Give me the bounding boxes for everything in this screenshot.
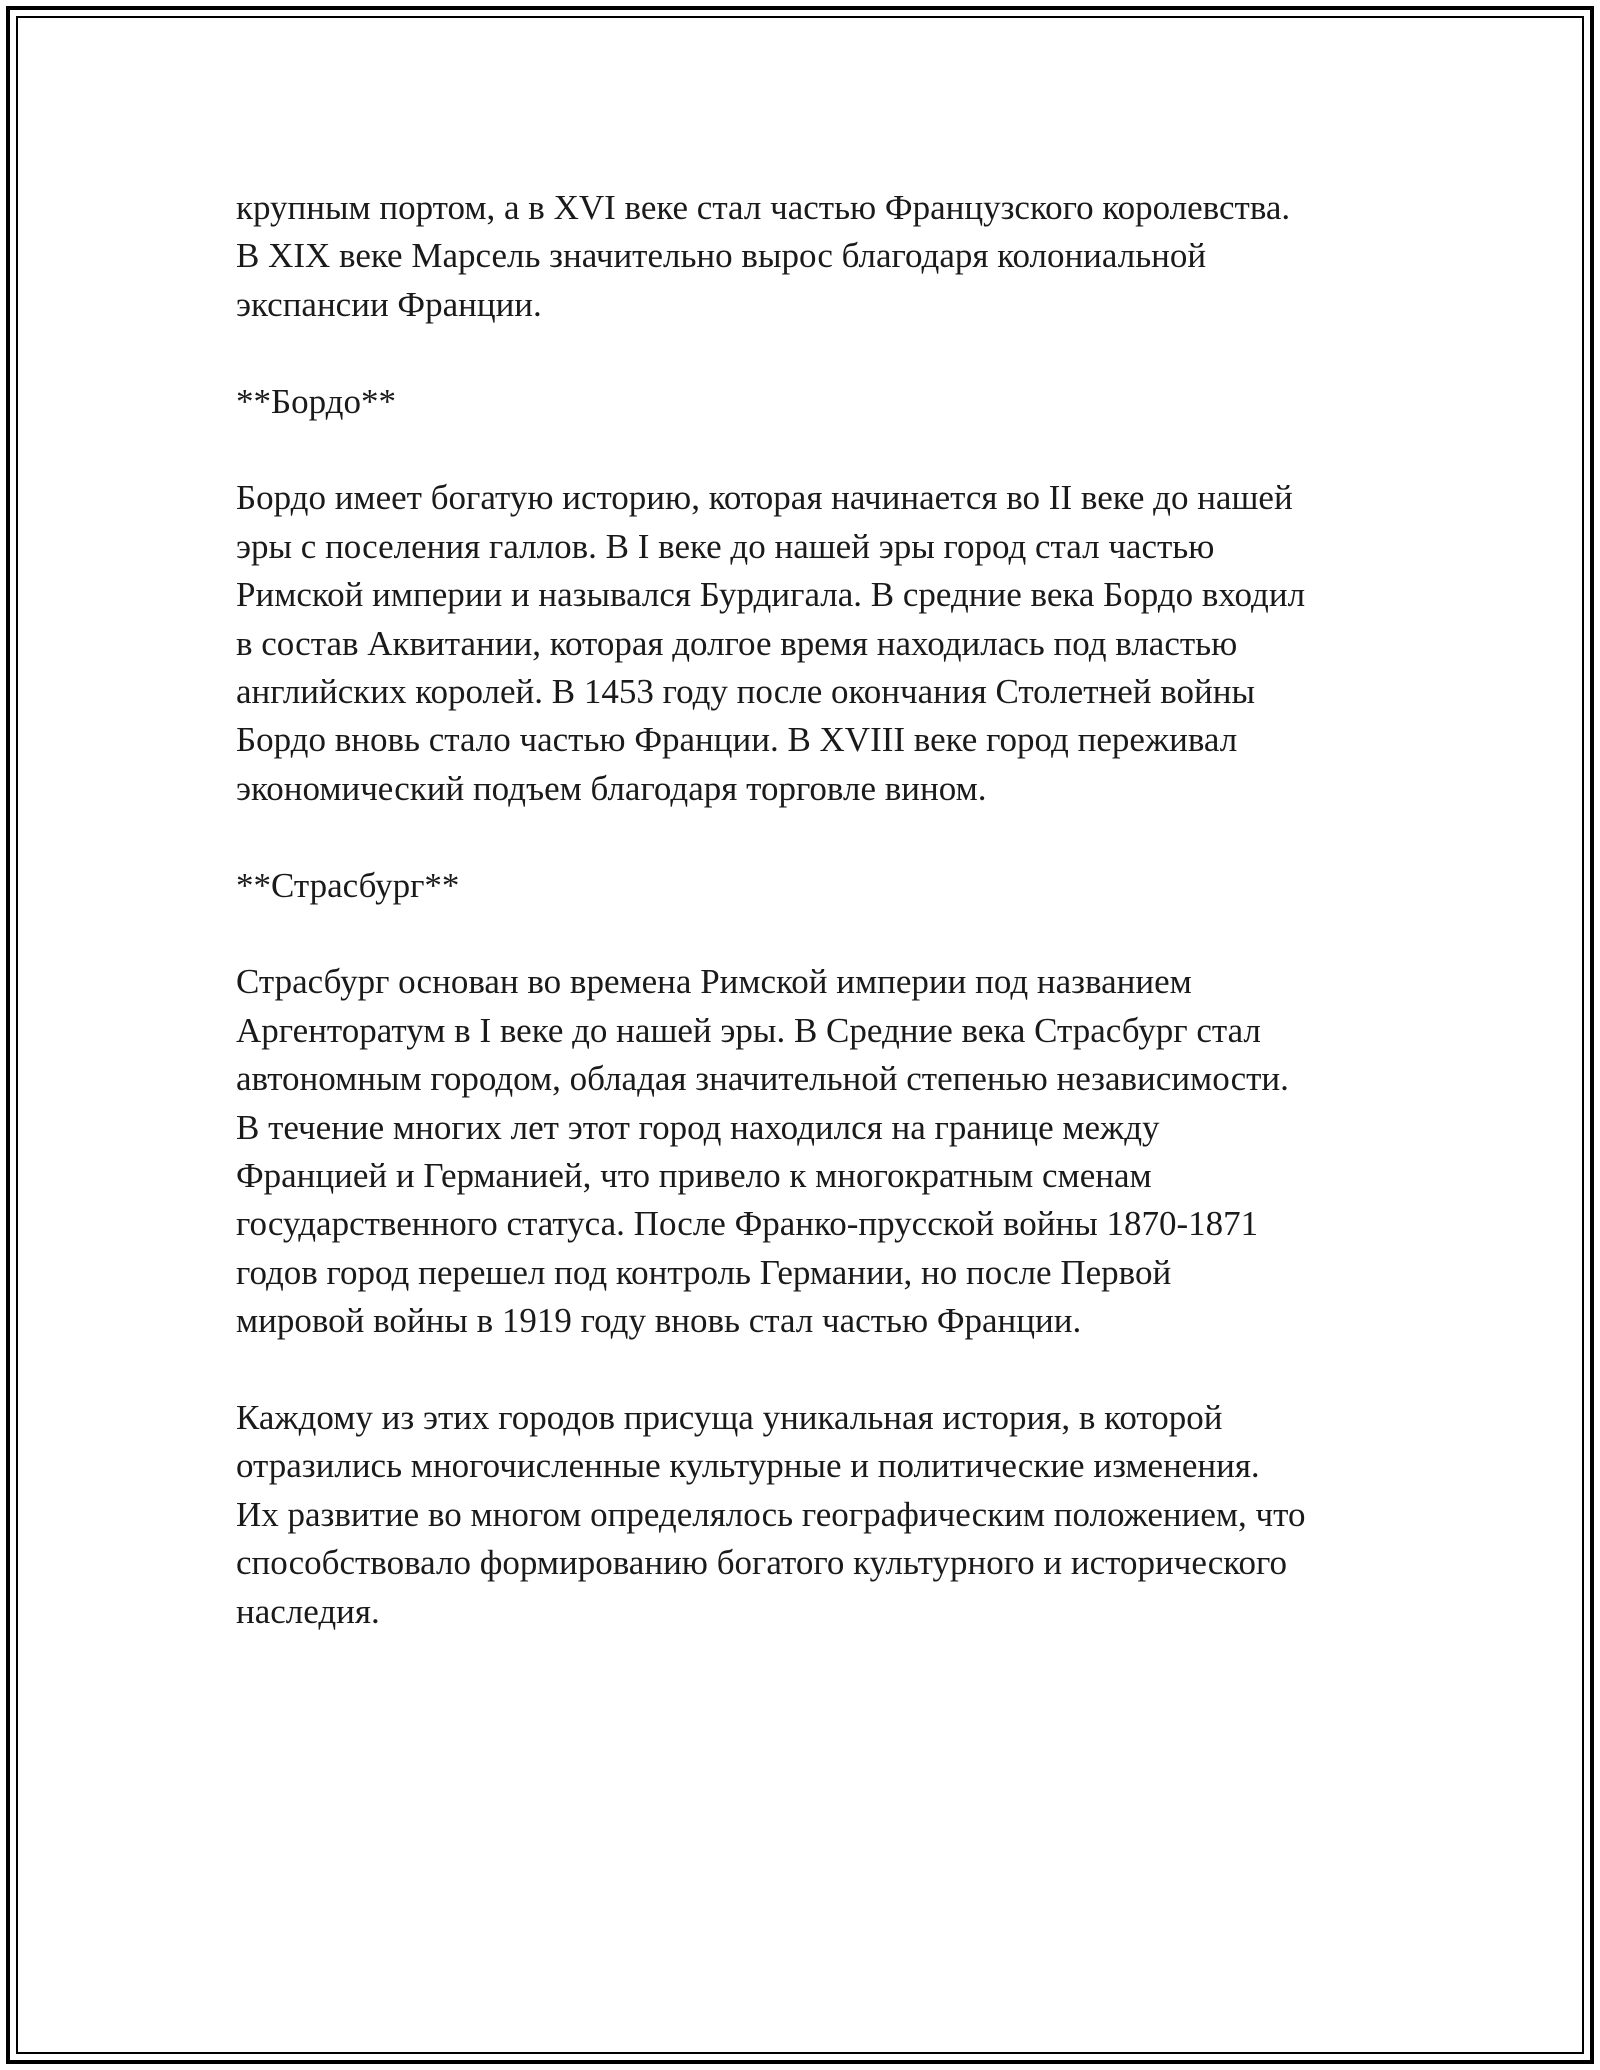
text-line: крупным портом, а в XVI веке стал частью Французского королевства.	[236, 188, 1291, 227]
text-line: способствовало формированию богатого культурного и исторического	[236, 1543, 1287, 1583]
text-line: экономический подъем благодаря торговле вином.	[236, 768, 987, 808]
heading-text: **Бордо**	[236, 381, 396, 421]
text-line: В XIX веке Марсель значительно вырос благодаря колониальной	[236, 236, 1207, 276]
text-line: наследия.	[236, 1591, 380, 1631]
text-line: Их развитие во многом определялось географическим положением, что	[236, 1494, 1306, 1534]
paragraph-strasbourg	[236, 958, 1376, 1345]
text-line: экспансии Франции.	[236, 284, 542, 324]
heading-strasbourg	[236, 862, 1376, 910]
text-line: отразились многочисленные культурные и политические изменения.	[236, 1446, 1260, 1486]
text-line: Францией и Германией, что привело к многократным сменам	[236, 1156, 1152, 1196]
text-line: годов город перешел под контроль Германии, но после Первой	[236, 1252, 1172, 1292]
heading-text: **Страсбург**	[236, 865, 460, 905]
heading-bordeaux	[236, 378, 1376, 426]
text-line: автономным городом, обладая значительной степенью независимости.	[236, 1059, 1289, 1099]
text-line: английских королей. В 1453 году после окончания Столетней войны	[236, 672, 1256, 712]
text-line: Бордо вновь стало частью Франции. В XVIII веке город переживал	[236, 720, 1238, 760]
document-body	[236, 184, 1376, 1685]
text-line: государственного статуса. После Франко-прусской войны 1870-1871	[236, 1204, 1259, 1244]
paragraph-conclusion	[236, 1394, 1376, 1636]
text-line: в состав Аквитании, которая долгое время находилась под властью	[236, 623, 1238, 663]
text-line: Римской империи и назывался Бурдигала. В средние века Бордо входил	[236, 575, 1306, 615]
text-line: Каждому из этих городов присуща уникальная история, в которой	[236, 1398, 1223, 1438]
paragraph-bordeaux	[236, 474, 1376, 813]
text-line: Бордо имеет богатую историю, которая начинается во II веке до нашей	[236, 478, 1293, 518]
text-line: В течение многих лет этот город находился на границе между	[236, 1107, 1160, 1147]
text-line: мировой войны в 1919 году вновь стал частью Франции.	[236, 1301, 1082, 1341]
text-line: эры с поселения галлов. В I веке до нашей эры город стал частью	[236, 526, 1215, 566]
text-line: Аргенторатум в I веке до нашей эры. В Средние века Страсбург стал	[236, 1010, 1261, 1050]
text-line: Страсбург основан во времена Римской империи под названием	[236, 962, 1192, 1002]
paragraph-marseille-continued	[236, 184, 1376, 329]
